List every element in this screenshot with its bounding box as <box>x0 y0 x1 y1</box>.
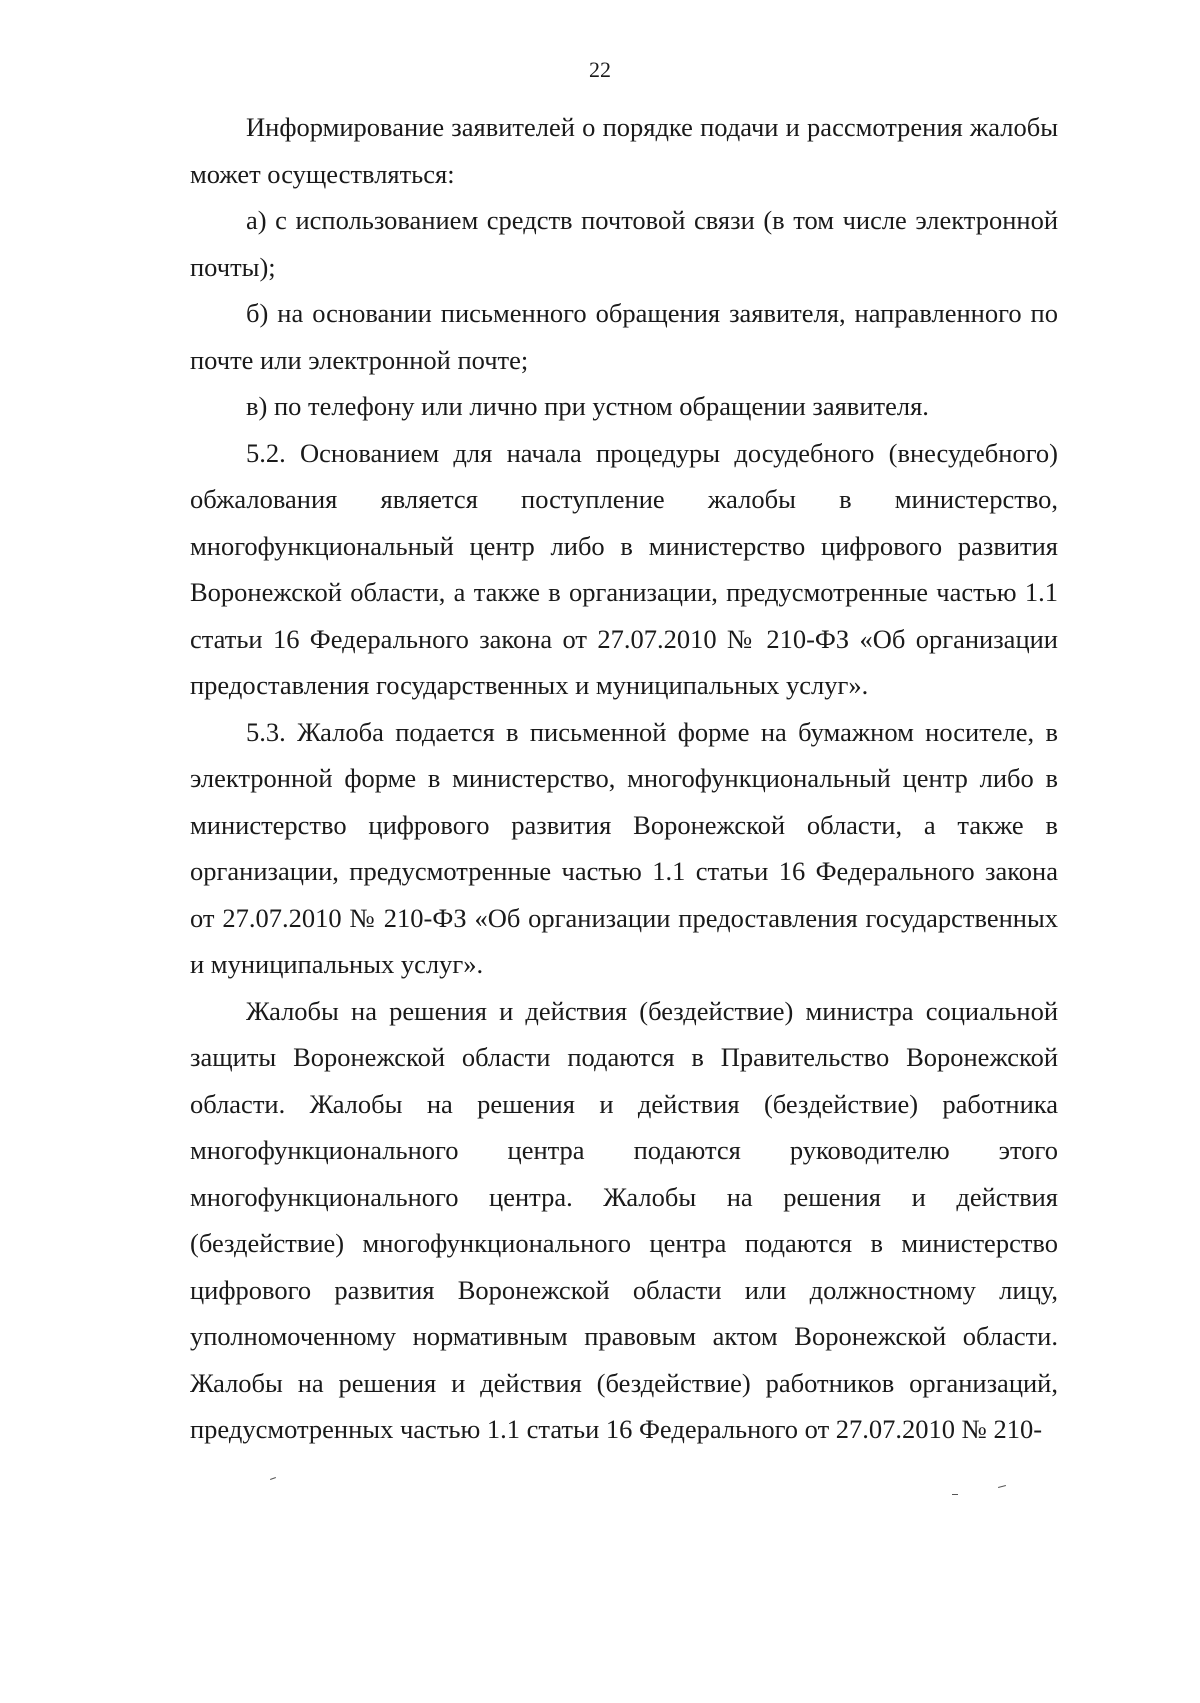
paragraph-item-b: б) на основании письменного обращения заявителя, направленного по почте или электронной почте; <box>190 298 1058 375</box>
paragraph-complaint-info-intro: Информирование заявителей о порядке подачи и рассмотрения жалобы может осуществляться: <box>190 112 1058 189</box>
scan-artifact-mark <box>270 1477 276 1480</box>
scan-artifact-mark <box>952 1494 958 1495</box>
document-body <box>190 104 1058 1453</box>
paragraph-5-2: 5.2. Основанием для начала процедуры досудебного (внесудебного) обжалования является поступление жалобы в министерство, многофункциональный центр либо в министерство цифрового развития Воронежской области, а также в организации, предусмотренные частью 1.1 статьи 16 Федерального закона от 27.07.2010 № 210-ФЗ «Об организации предоставления государственных и муниципальных услуг». <box>190 437 1058 700</box>
paragraph-item-v: в) по телефону или лично при устном обращении заявителя. <box>246 391 929 421</box>
paragraph-item-a: а) с использованием средств почтовой связи (в том числе электронной почты); <box>190 205 1058 282</box>
paragraph-5-3: 5.3. Жалоба подается в письменной форме на бумажном носителе, в электронной форме в министерство, многофункциональный центр либо в министерство цифрового развития Воронежской области, а также в организации, предусмотренные частью 1.1 статьи 16 Федерального закона от 27.07.2010 № 210-ФЗ «Об организации предоставления государственных и муниципальных услуг». <box>190 716 1058 979</box>
scan-artifact-mark <box>998 1485 1006 1488</box>
page-number: 22 <box>589 57 611 82</box>
paragraph-complaints-addressees: Жалобы на решения и действия (бездействие) министра социальной защиты Воронежской области подаются в Правительство Воронежской области. Жалобы на решения и действия (бездействие) работника многофункционального центра подаются руководителю этого многофункционального центра. Жалобы на решения и действия (бездействие) многофункционального центра подаются в министерство цифрового развития Воронежской области или должностному лицу, уполномоченному нормативным правовым актом Воронежской области. Жалобы на решения и действия (бездействие) работников организаций, предусмотренных частью 1.1 статьи 16 Федерального от 27.07.2010 № 210- <box>190 995 1058 1444</box>
